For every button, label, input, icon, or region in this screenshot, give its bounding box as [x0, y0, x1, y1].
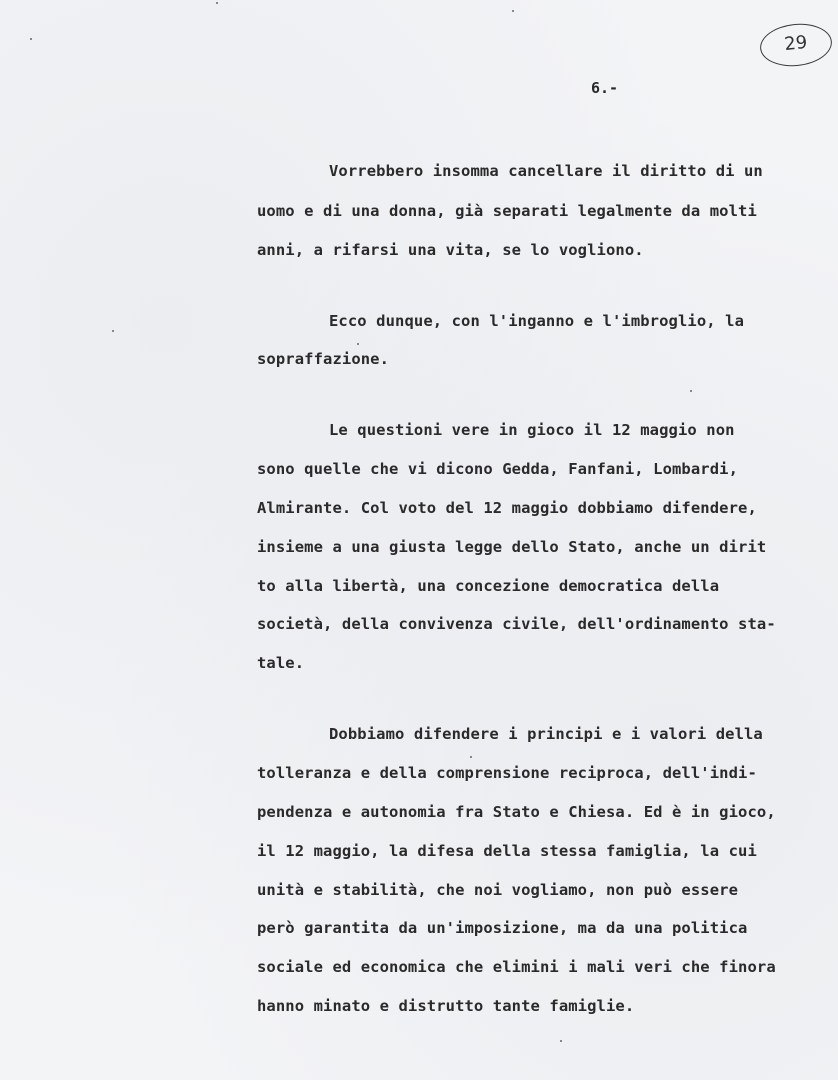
- text-line: Ecco dunque, con l'inganno e l'imbroglio, la: [329, 312, 744, 330]
- scan-speck: [112, 330, 114, 332]
- text-line: hanno minato e distrutto tante famiglie.: [257, 997, 635, 1015]
- text-line: insieme a una giusta legge dello Stato, anche un dirit: [257, 538, 767, 556]
- scan-speck: [216, 2, 218, 4]
- text-line: anni, a rifarsi una vita, se lo vogliono.: [257, 241, 644, 259]
- text-line: Almirante. Col voto del 12 maggio dobbiamo difendere,: [257, 499, 757, 517]
- scan-speck: [512, 10, 514, 12]
- scan-speck: [357, 343, 359, 345]
- text-line: Le questioni vere in gioco il 12 maggio non: [329, 421, 735, 439]
- page-number: 6.-: [591, 79, 619, 97]
- text-line: pendenza e autonomia fra Stato e Chiesa. Ed è in gioco,: [257, 803, 776, 821]
- text-line: sopraffazione.: [257, 350, 390, 368]
- stamp-number: 29: [783, 31, 809, 56]
- text-line: sociale ed economica che elimini i mali veri che finora: [257, 958, 776, 976]
- text-line: però garantita da un'imposizione, ma da una politica: [257, 919, 748, 937]
- text-line: to alla libertà, una concezione democratica della: [257, 577, 720, 595]
- text-line: sono quelle che vi dicono Gedda, Fanfani, Lombardi,: [257, 460, 739, 478]
- page-stamp: [758, 20, 834, 69]
- scan-speck: [560, 1040, 562, 1042]
- scan-speck: [30, 38, 32, 40]
- text-line: unità e stabilità, che noi vogliamo, non può essere: [257, 881, 739, 899]
- scan-speck: [470, 756, 472, 758]
- text-line: tolleranza e della comprensione reciproca, dell'indi-: [257, 764, 757, 782]
- text-line: uomo e di una donna, già separati legalmente da molti: [257, 202, 757, 220]
- text-line: il 12 maggio, la difesa della stessa famiglia, la cui: [257, 842, 757, 860]
- text-line: società, della convivenza civile, dell'ordinamento sta-: [257, 615, 776, 633]
- text-line: Dobbiamo difendere i principi e i valori della: [329, 725, 763, 743]
- text-line: tale.: [257, 654, 305, 672]
- scan-speck: [690, 390, 692, 392]
- text-line: Vorrebbero insomma cancellare il diritto di un: [329, 162, 763, 180]
